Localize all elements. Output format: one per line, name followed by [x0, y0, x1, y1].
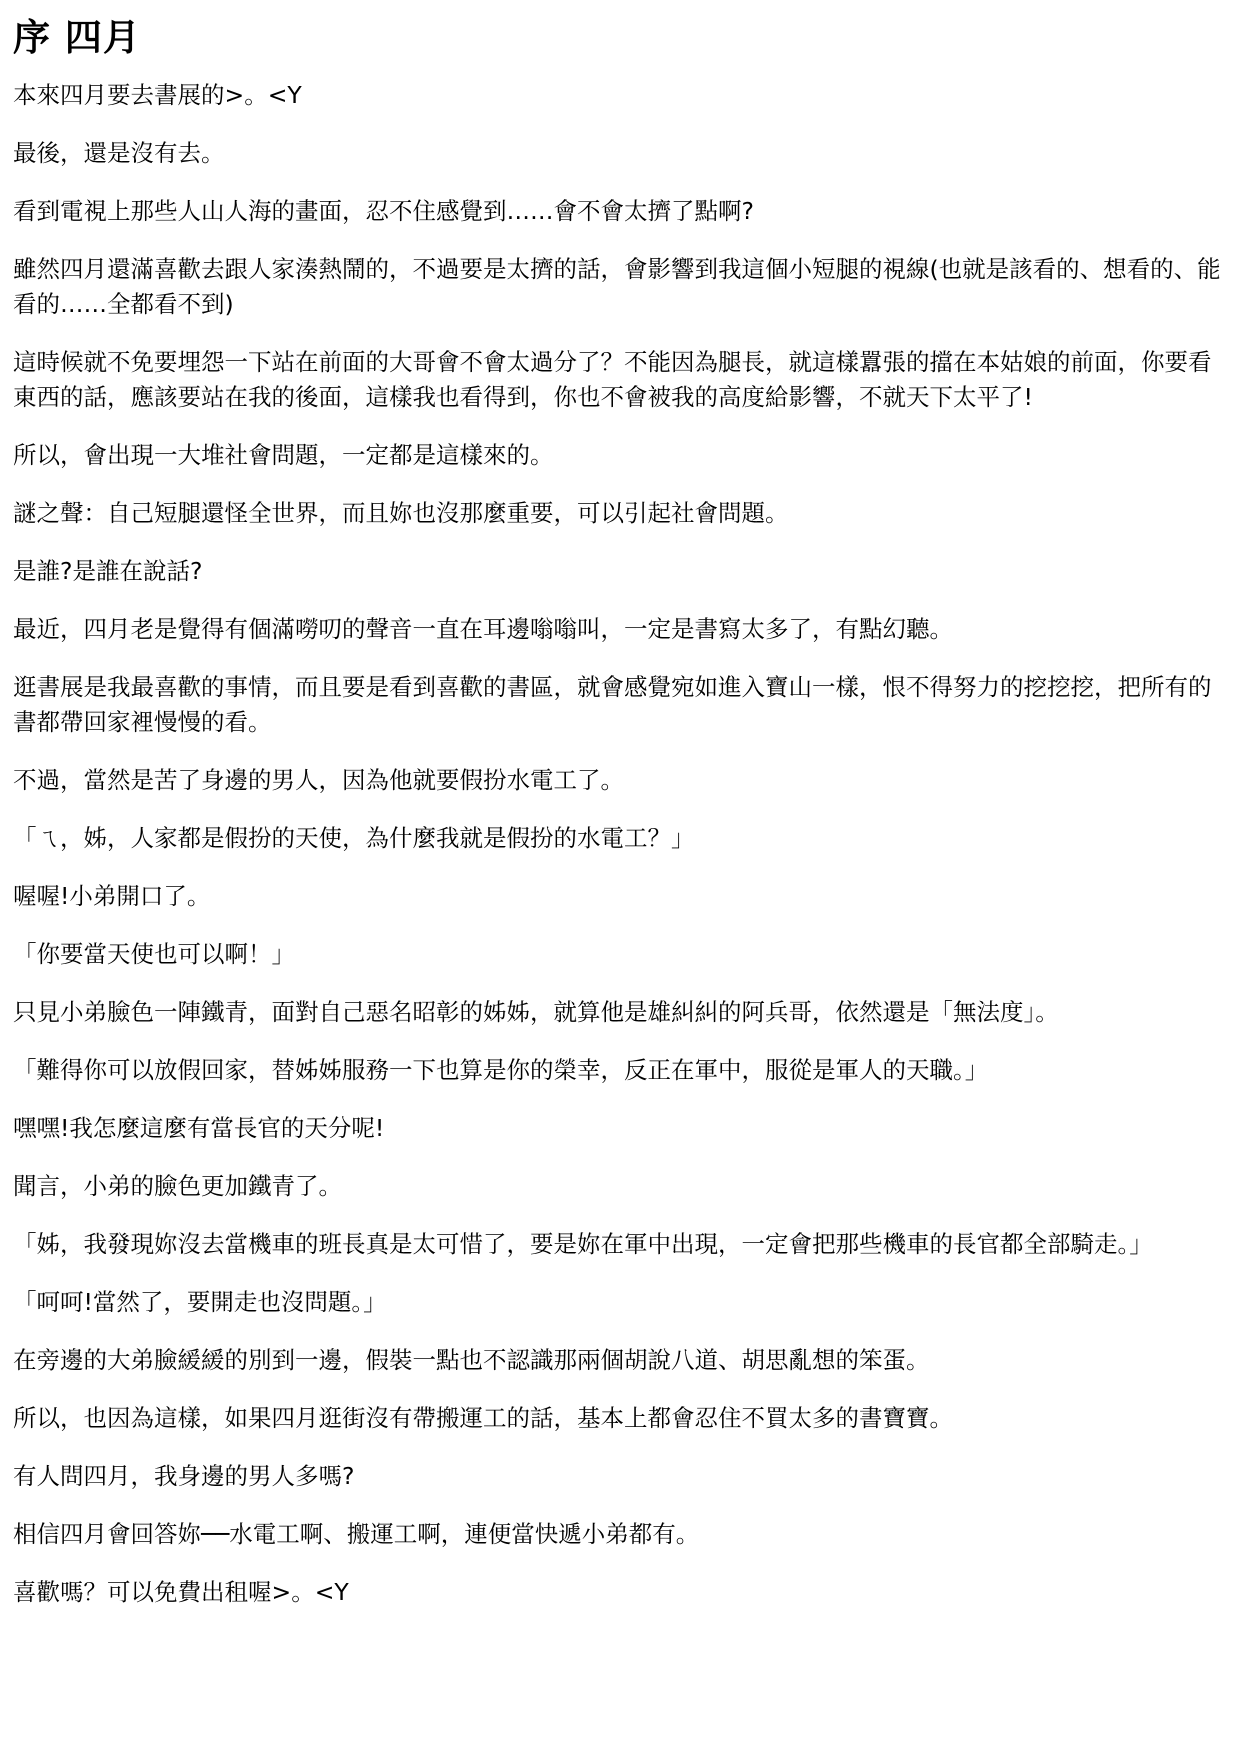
paragraph: 在旁邊的大弟臉緩緩的別到一邊，假裝一點也不認識那兩個胡說八道、胡思亂想的笨蛋。 — [13, 1346, 930, 1374]
paragraph: 有人問四月，我身邊的男人多嗎? — [13, 1462, 355, 1490]
paragraph: 「難得你可以放假回家，替姊姊服務一下也算是你的榮幸，反正在軍中，服從是軍人的天職。」 — [13, 1056, 989, 1084]
paragraph: 不過，當然是苦了身邊的男人，因為他就要假扮水電工了。 — [13, 766, 624, 794]
paragraph: 「姊，我發現妳沒去當機車的班長真是太可惜了，要是妳在軍中出現，一定會把那些機車的長官都全部騎走。」 — [13, 1230, 1153, 1258]
paragraph: 這時候就不免要埋怨一下站在前面的大哥會不會太過分了？不能因為腿長，就這樣囂張的擋在本姑娘的前面，你要看東西的話，應該要站在我的後面，這樣我也看得到，你也不會被我的高度給影響，不就天下太平了! — [13, 348, 1212, 411]
paragraph: 本來四月要去書展的>。<Y — [13, 81, 302, 109]
paragraph: 只見小弟臉色一陣鐵青，面對自己惡名昭彰的姊姊，就算他是雄糾糾的阿兵哥，依然還是「無法度」。 — [13, 998, 1059, 1026]
paragraph: 最近，四月老是覺得有個滿嘮叨的聲音一直在耳邊嗡嗡叫，一定是書寫太多了，有點幻聽。 — [13, 615, 953, 643]
paragraph: 看到電視上那些人山人海的畫面，忍不住感覺到……會不會太擠了點啊? — [13, 197, 754, 225]
paragraph: 是誰?是誰在說話? — [13, 557, 203, 585]
paragraph: 所以，也因為這樣，如果四月逛街沒有帶搬運工的話，基本上都會忍住不買太多的書寶寶。 — [13, 1404, 953, 1432]
paragraph: 雖然四月還滿喜歡去跟人家湊熱鬧的，不過要是太擠的話，會影響到我這個小短腿的視線(也就是該看的、想看的、能看的……全都看不到) — [13, 255, 1221, 318]
paragraph: 喔喔!小弟開口了。 — [13, 882, 211, 910]
paragraph: 嘿嘿!我怎麼這麼有當長官的天分呢! — [13, 1114, 385, 1142]
paragraph: 最後，還是沒有去。 — [13, 139, 225, 167]
paragraph: 「ㄟ，姊，人家都是假扮的天使，為什麼我就是假扮的水電工？」 — [13, 824, 695, 852]
paragraph: 「呵呵!當然了，要開走也沒問題。」 — [13, 1288, 387, 1316]
paragraph: 「你要當天使也可以啊！」 — [13, 940, 295, 968]
paragraph: 喜歡嗎？可以免費出租喔>。<Y — [13, 1578, 349, 1606]
chapter-title: 序 四月 — [13, 16, 141, 59]
paragraph: 聞言，小弟的臉色更加鐵青了。 — [13, 1172, 342, 1200]
paragraph: 逛書展是我最喜歡的事情，而且要是看到喜歡的書區，就會感覺宛如進入寶山一樣，恨不得努力的挖挖挖，把所有的書都帶回家裡慢慢的看。 — [13, 673, 1212, 736]
paragraph: 所以，會出現一大堆社會問題，一定都是這樣來的。 — [13, 441, 554, 469]
paragraph: 相信四月會回答妳──水電工啊、搬運工啊，連便當快遞小弟都有。 — [13, 1520, 700, 1548]
paragraph: 謎之聲：自己短腿還怪全世界，而且妳也沒那麼重要，可以引起社會問題。 — [13, 499, 789, 527]
